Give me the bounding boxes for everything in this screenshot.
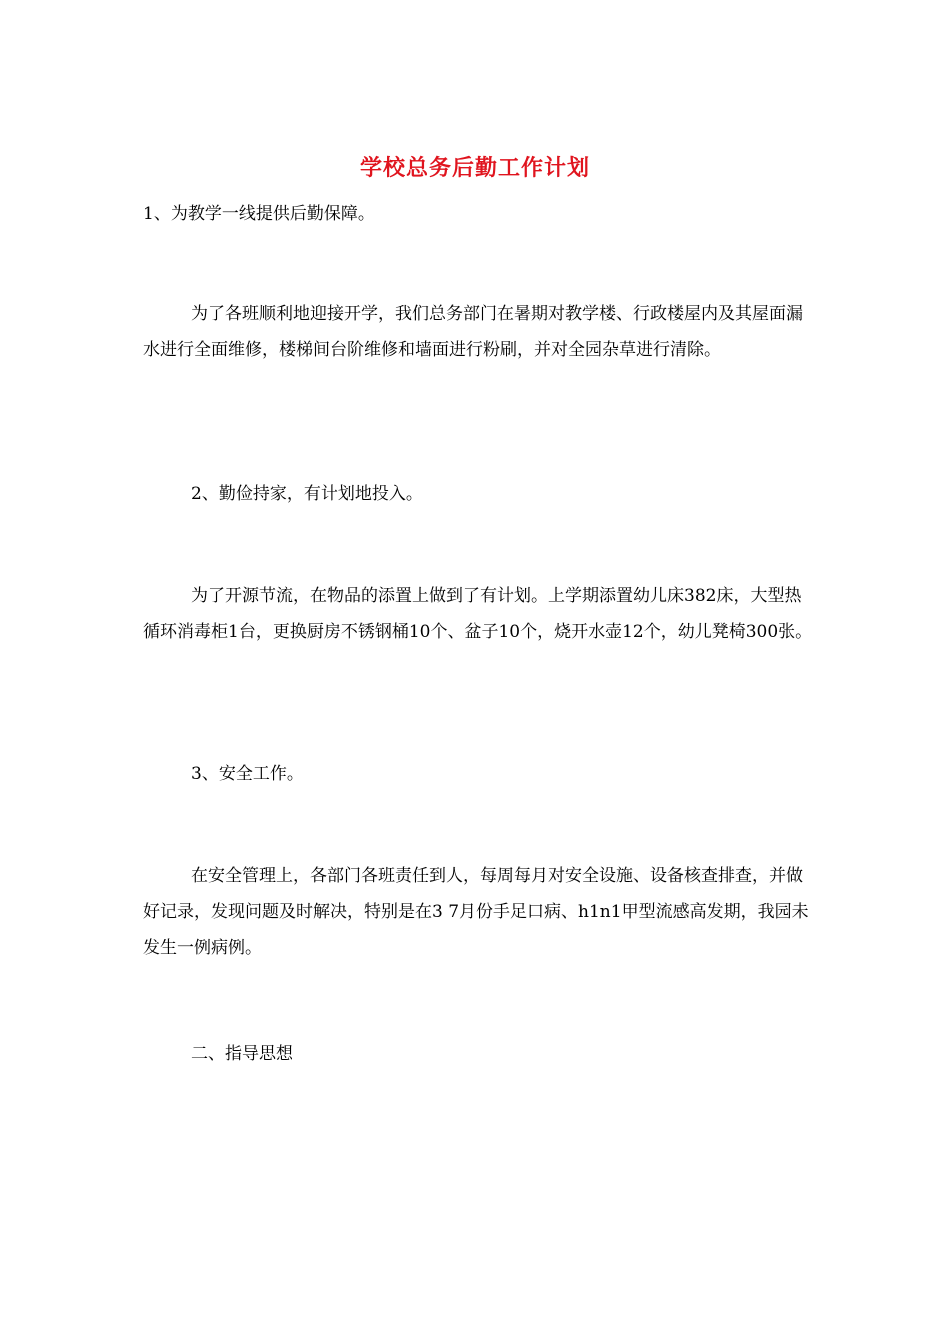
document-title: 学校总务后勤工作计划 bbox=[359, 155, 590, 181]
paragraph-heading-2: 2、勤俭持家，有计划地投入。 bbox=[191, 484, 423, 504]
paragraph-heading-3: 3、安全工作。 bbox=[191, 764, 304, 784]
paragraph-heading-4: 二、指导思想 bbox=[191, 1044, 293, 1064]
paragraph-heading-1: 1、为教学一线提供后勤保障。 bbox=[143, 204, 375, 224]
paragraph-body-3: 在安全管理上，各部门各班责任到人，每周每月对安全设施、设备核查排查，并做好记录，发现问题及时解决，特别是在3 7月份手足口病、h1n1甲型流感高发期，我园未发生一例病例。 bbox=[143, 866, 809, 958]
paragraph-body-1: 为了各班顺利地迎接开学，我们总务部门在暑期对教学楼、行政楼屋内及其屋面漏水进行全面维修，楼梯间台阶维修和墙面进行粉刷，并对全园杂草进行清除。 bbox=[143, 304, 803, 360]
paragraph-body-2: 为了开源节流，在物品的添置上做到了有计划。上学期添置幼儿床382床，大型热循环消毒柜1台，更换厨房不锈钢桶10个、盆子10个，烧开水壶12个，幼儿凳椅300张。 bbox=[143, 586, 813, 642]
